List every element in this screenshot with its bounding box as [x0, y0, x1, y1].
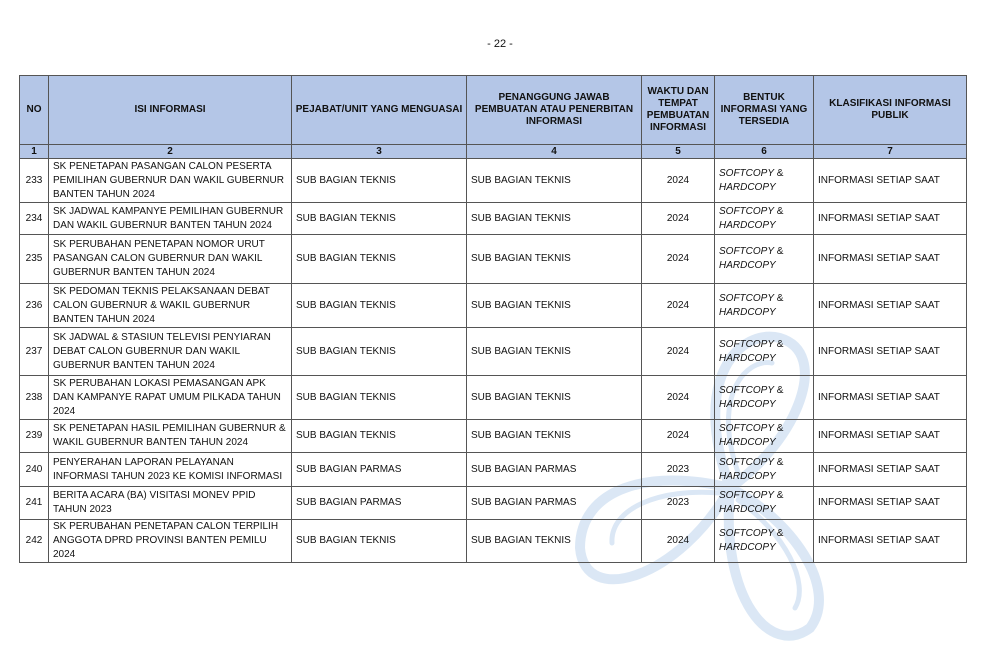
- row-klasifikasi: INFORMASI SETIAP SAAT: [814, 284, 967, 328]
- page-number: - 22 -: [487, 38, 513, 50]
- row-isi-informasi: SK PERUBAHAN PENETAPAN CALON TERPILIH ANGGOTA DPRD PROVINSI BANTEN PEMILU 2024: [49, 520, 292, 563]
- row-penanggung-jawab: SUB BAGIAN TEKNIS: [467, 376, 642, 420]
- row-klasifikasi: INFORMASI SETIAP SAAT: [814, 159, 967, 203]
- row-bentuk: [715, 520, 814, 563]
- row-klasifikasi: INFORMASI SETIAP SAAT: [814, 487, 967, 520]
- row-isi-informasi: SK JADWAL & STASIUN TELEVISI PENYIARAN DEBAT CALON GUBERNUR DAN WAKIL GUBERNUR BANTEN TAHUN 2024: [49, 328, 292, 376]
- bentuk-ampersand: &: [774, 456, 784, 468]
- bentuk-hardcopy: HARDCOPY: [719, 542, 776, 553]
- header-penanggung-jawab: PENANGGUNG JAWAB PEMBUATAN ATAU PENERBITAN INFORMASI: [467, 76, 642, 145]
- header-waktu: WAKTU DAN TEMPAT PEMBUATAN INFORMASI: [642, 76, 715, 145]
- row-penanggung-jawab: SUB BAGIAN TEKNIS: [467, 159, 642, 203]
- column-number: 1: [20, 145, 49, 159]
- bentuk-hardcopy: HARDCOPY: [719, 306, 776, 318]
- row-number: 242: [20, 520, 49, 563]
- row-waktu: 2024: [642, 520, 715, 563]
- row-isi-informasi: SK PERUBAHAN LOKASI PEMASANGAN APK DAN KAMPANYE RAPAT UMUM PILKADA TAHUN 2024: [49, 376, 292, 420]
- row-isi-informasi: SK PENETAPAN PASANGAN CALON PESERTA PEMILIHAN GUBERNUR DAN WAKIL GUBERNUR BANTEN TAHUN 2024: [49, 159, 292, 203]
- row-bentuk: [715, 487, 814, 520]
- column-number: 6: [715, 145, 814, 159]
- bentuk-ampersand: &: [774, 384, 784, 396]
- row-bentuk: [715, 420, 814, 453]
- bentuk-softcopy: SOFTCOPY: [719, 456, 775, 468]
- row-bentuk: [715, 235, 814, 284]
- row-penanggung-jawab: SUB BAGIAN TEKNIS: [467, 328, 642, 376]
- row-isi-informasi: SK PENETAPAN HASIL PEMILIHAN GUBERNUR & WAKIL GUBERNUR BANTEN TAHUN 2024: [49, 420, 292, 453]
- bentuk-softcopy: SOFTCOPY: [719, 384, 775, 396]
- header-pejabat: PEJABAT/UNIT YANG MENGUASAI: [292, 76, 467, 145]
- bentuk-hardcopy: HARDCOPY: [719, 398, 776, 410]
- bentuk-ampersand: &: [774, 246, 784, 257]
- row-number: 235: [20, 235, 49, 284]
- bentuk-hardcopy: HARDCOPY: [719, 260, 776, 271]
- row-bentuk: [715, 328, 814, 376]
- bentuk-softcopy: SOFTCOPY: [719, 167, 775, 179]
- table-header-row: [20, 76, 967, 145]
- table-row: [20, 376, 967, 420]
- information-table: [19, 75, 967, 563]
- bentuk-hardcopy: HARDCOPY: [719, 504, 776, 515]
- table-row: [20, 420, 967, 453]
- row-klasifikasi: INFORMASI SETIAP SAAT: [814, 420, 967, 453]
- row-bentuk: [715, 159, 814, 203]
- row-klasifikasi: INFORMASI SETIAP SAAT: [814, 235, 967, 284]
- row-penanggung-jawab: SUB BAGIAN TEKNIS: [467, 420, 642, 453]
- row-isi-informasi: PENYERAHAN LAPORAN PELAYANAN INFORMASI TAHUN 2023 KE KOMISI INFORMASI: [49, 453, 292, 487]
- row-waktu: 2023: [642, 453, 715, 487]
- row-penanggung-jawab: SUB BAGIAN TEKNIS: [467, 203, 642, 235]
- header-bentuk: BENTUK INFORMASI YANG TERSEDIA: [715, 76, 814, 145]
- row-klasifikasi: INFORMASI SETIAP SAAT: [814, 203, 967, 235]
- bentuk-ampersand: &: [774, 292, 784, 304]
- row-pejabat: SUB BAGIAN TEKNIS: [292, 420, 467, 453]
- row-pejabat: SUB BAGIAN TEKNIS: [292, 235, 467, 284]
- row-pejabat: SUB BAGIAN TEKNIS: [292, 159, 467, 203]
- bentuk-hardcopy: HARDCOPY: [719, 219, 776, 231]
- row-number: 240: [20, 453, 49, 487]
- column-number: 7: [814, 145, 967, 159]
- row-bentuk: [715, 284, 814, 328]
- header-klasifikasi: KLASIFIKASI INFORMASI PUBLIK: [814, 76, 967, 145]
- row-pejabat: SUB BAGIAN TEKNIS: [292, 203, 467, 235]
- bentuk-ampersand: &: [774, 423, 784, 434]
- bentuk-ampersand: &: [774, 167, 784, 179]
- bentuk-softcopy: SOFTCOPY: [719, 528, 775, 539]
- column-number: 4: [467, 145, 642, 159]
- table-row: [20, 487, 967, 520]
- column-number: 5: [642, 145, 715, 159]
- row-waktu: 2024: [642, 235, 715, 284]
- row-waktu: 2024: [642, 420, 715, 453]
- row-penanggung-jawab: SUB BAGIAN TEKNIS: [467, 235, 642, 284]
- row-bentuk: [715, 376, 814, 420]
- bentuk-ampersand: &: [774, 528, 784, 539]
- row-pejabat: SUB BAGIAN TEKNIS: [292, 376, 467, 420]
- table-row: [20, 159, 967, 203]
- bentuk-softcopy: SOFTCOPY: [719, 338, 775, 350]
- row-number: 239: [20, 420, 49, 453]
- row-penanggung-jawab: SUB BAGIAN TEKNIS: [467, 284, 642, 328]
- row-waktu: 2024: [642, 159, 715, 203]
- table-row: [20, 520, 967, 563]
- header-isi-informasi: ISI INFORMASI: [49, 76, 292, 145]
- row-penanggung-jawab: SUB BAGIAN TEKNIS: [467, 520, 642, 563]
- row-penanggung-jawab: SUB BAGIAN PARMAS: [467, 453, 642, 487]
- bentuk-softcopy: SOFTCOPY: [719, 490, 775, 501]
- bentuk-ampersand: &: [774, 338, 784, 350]
- row-pejabat: SUB BAGIAN TEKNIS: [292, 284, 467, 328]
- row-isi-informasi: BERITA ACARA (BA) VISITASI MONEV PPID TAHUN 2023: [49, 487, 292, 520]
- table-row: [20, 235, 967, 284]
- bentuk-hardcopy: HARDCOPY: [719, 437, 776, 448]
- row-pejabat: SUB BAGIAN PARMAS: [292, 453, 467, 487]
- table-row: [20, 203, 967, 235]
- bentuk-softcopy: SOFTCOPY: [719, 292, 775, 304]
- bentuk-ampersand: &: [774, 205, 784, 217]
- row-pejabat: SUB BAGIAN TEKNIS: [292, 520, 467, 563]
- row-isi-informasi: SK JADWAL KAMPANYE PEMILIHAN GUBERNUR DAN WAKIL GUBERNUR BANTEN TAHUN 2024: [49, 203, 292, 235]
- column-number-row: [20, 145, 967, 159]
- row-waktu: 2024: [642, 376, 715, 420]
- row-klasifikasi: INFORMASI SETIAP SAAT: [814, 328, 967, 376]
- row-klasifikasi: INFORMASI SETIAP SAAT: [814, 376, 967, 420]
- table-row: [20, 284, 967, 328]
- bentuk-hardcopy: HARDCOPY: [719, 352, 776, 364]
- row-number: 234: [20, 203, 49, 235]
- row-isi-informasi: SK PEDOMAN TEKNIS PELAKSANAAN DEBAT CALON GUBERNUR & WAKIL GUBERNUR BANTEN TAHUN 2024: [49, 284, 292, 328]
- row-klasifikasi: INFORMASI SETIAP SAAT: [814, 520, 967, 563]
- row-penanggung-jawab: SUB BAGIAN PARMAS: [467, 487, 642, 520]
- header-no: NO: [20, 76, 49, 145]
- row-waktu: 2024: [642, 284, 715, 328]
- bentuk-softcopy: SOFTCOPY: [719, 423, 775, 434]
- row-number: 241: [20, 487, 49, 520]
- row-bentuk: [715, 453, 814, 487]
- row-bentuk: [715, 203, 814, 235]
- row-waktu: 2024: [642, 328, 715, 376]
- bentuk-hardcopy: HARDCOPY: [719, 181, 776, 193]
- row-number: 233: [20, 159, 49, 203]
- table-row: [20, 328, 967, 376]
- row-number: 236: [20, 284, 49, 328]
- table-row: [20, 453, 967, 487]
- row-isi-informasi: SK PERUBAHAN PENETAPAN NOMOR URUT PASANGAN CALON GUBERNUR DAN WAKIL GUBERNUR BANTEN TAHUN 2024: [49, 235, 292, 284]
- bentuk-softcopy: SOFTCOPY: [719, 205, 775, 217]
- bentuk-hardcopy: HARDCOPY: [719, 470, 776, 482]
- row-klasifikasi: INFORMASI SETIAP SAAT: [814, 453, 967, 487]
- row-pejabat: SUB BAGIAN PARMAS: [292, 487, 467, 520]
- row-number: 237: [20, 328, 49, 376]
- row-pejabat: SUB BAGIAN TEKNIS: [292, 328, 467, 376]
- row-waktu: 2024: [642, 203, 715, 235]
- bentuk-ampersand: &: [774, 490, 784, 501]
- column-number: 2: [49, 145, 292, 159]
- row-number: 238: [20, 376, 49, 420]
- bentuk-softcopy: SOFTCOPY: [719, 246, 775, 257]
- column-number: 3: [292, 145, 467, 159]
- row-waktu: 2023: [642, 487, 715, 520]
